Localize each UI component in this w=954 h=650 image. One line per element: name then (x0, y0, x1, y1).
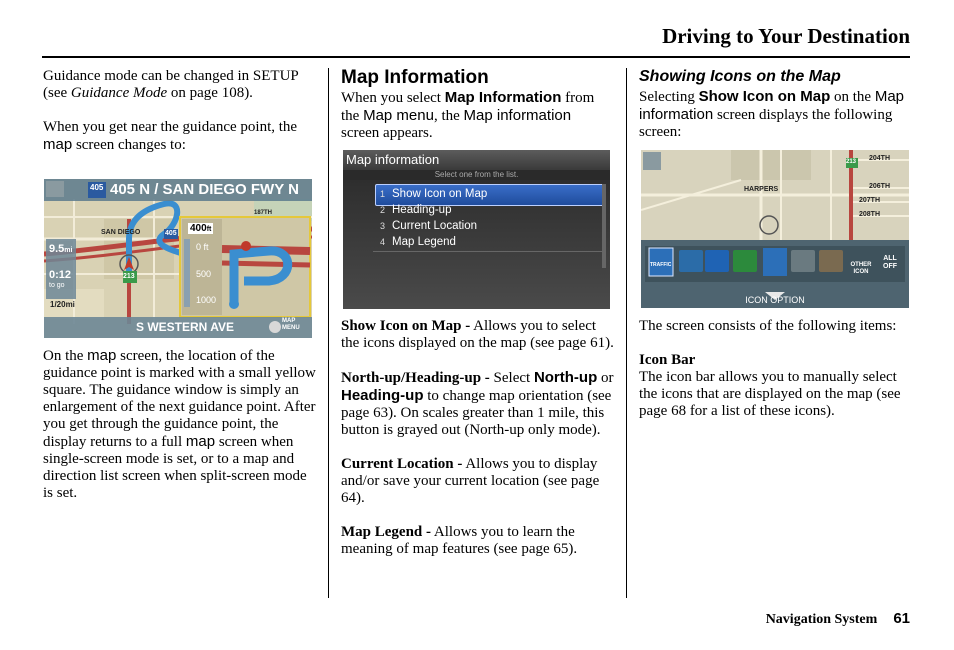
shield-405b: 405 (165, 230, 177, 237)
other-icon-button[interactable]: OTHER ICON (850, 262, 872, 275)
item-show-icon: Show Icon on Map - Allows you to select the icons displayed on the map (see page 61). (341, 318, 614, 351)
footer-label: Navigation System (765, 612, 878, 627)
street-206th: 206TH (869, 183, 891, 190)
menu-item-show-icon[interactable]: 1 Show Icon on Map (380, 188, 488, 200)
all-off-button[interactable]: ALL OFF (883, 255, 897, 270)
column-divider-2 (626, 68, 627, 598)
header-rule (42, 56, 910, 58)
guidance-map-screenshot (44, 179, 312, 338)
item-north-up: North-up/Heading-up - Select North-up or Heading-up to change map orientation (see page 63). On scales greater than 1 mile, this button is grayed out (North-up only mode). (341, 369, 614, 438)
distance-label: 9.5mi (49, 243, 73, 255)
icon-option-label: ICON OPTION (745, 295, 805, 305)
time-label: 0:12 (49, 269, 72, 281)
page-title: Driving to Your Destination (662, 24, 910, 48)
scale-label: 1/20mi (50, 300, 75, 309)
paragraph-showing-icons-intro: Selecting Show Icon on Map on the Map information screen displays the following screen: (639, 88, 905, 140)
paragraph-guidance-mode: Guidance mode can be changed in SETUP (see Guidance Mode on page 108). (43, 68, 299, 101)
to-go-label: to go (49, 282, 65, 289)
icon-toggle-6[interactable] (819, 250, 843, 272)
middle-column-lower (341, 318, 616, 575)
shield-213: 213 (123, 273, 135, 280)
left-column (43, 68, 318, 171)
right-column-lower (639, 318, 911, 437)
place-label: SAN DIEGO (101, 229, 141, 236)
menu-item-current-location[interactable]: 3 Current Location (380, 220, 478, 232)
icon-option-screenshot (641, 150, 909, 308)
paragraph-near-guidance: When you get near the guidance point, the map screen changes to: (43, 119, 298, 153)
map-graphic (44, 179, 312, 338)
street-207th: 207TH (859, 197, 881, 204)
menu-item-map-legend[interactable]: 4 Map Legend (380, 236, 456, 248)
street-top-label: 187TH (254, 210, 273, 216)
page-footer (766, 610, 910, 628)
paragraph-map-screen: On the map screen, the location of the guidance point is marked with a small yellow square. The guidance window is simply an enlargement of the next guidance point. After you get through the guidance point, the display returns to a full map screen when single-screen mode is set, or to a map and direction list screen when split-screen mode is set. (43, 347, 316, 501)
guide-scale-1000: 1000 (196, 295, 217, 305)
menu-scrollbar[interactable] (602, 184, 606, 268)
icon-bar-heading: Icon Bar (639, 352, 696, 368)
icon-toggle-1[interactable] (679, 250, 703, 272)
paragraph-icon-bar: The icon bar allows you to manually select the icons that are displayed on the map (see page 68 for a list of these icons). (639, 369, 901, 419)
page-number: 61 (893, 610, 910, 627)
menu-subtitle: Select one from the list. (434, 170, 519, 179)
column-divider-1 (328, 68, 329, 598)
map-information-screenshot (343, 150, 610, 309)
traffic-label: TRAFFIC (650, 262, 672, 268)
showing-icons-heading: Showing Icons on the Map (639, 68, 841, 85)
paragraph-map-information-intro: When you select Map Information from the Map menu, the Map information screen appears. (341, 89, 595, 141)
menu-title: Map information (346, 152, 440, 167)
shield-405: 405 (90, 183, 104, 192)
menu-item-heading-up[interactable]: 2 Heading-up (380, 204, 452, 216)
route-banner: 405 N / SAN DIEGO FWY N (110, 181, 299, 198)
street-204th: 204TH (869, 155, 891, 162)
icon-toggle-5[interactable] (791, 250, 815, 272)
map-information-heading: Map Information (341, 67, 489, 88)
guide-scale-500: 500 (196, 269, 212, 279)
place-harpers: HARPERS (744, 186, 779, 193)
icon-map-graphic (641, 150, 909, 308)
paragraph-screen-consists: The screen consists of the following items: (639, 318, 897, 334)
item-current-location: Current Location - Allows you to display and/or save your current location (see page 64). (341, 456, 600, 506)
map-menu-button[interactable]: MAP MENU (282, 318, 300, 331)
guide-distance: 400ft (190, 223, 212, 234)
street-208th: 208TH (859, 211, 881, 218)
item-map-legend: Map Legend - Allows you to learn the meaning of map features (see page 65). (341, 524, 578, 557)
street-label: S WESTERN AVE (136, 320, 235, 334)
icon-toggle-info[interactable] (733, 250, 757, 272)
guide-scale-0: 0 ft (196, 242, 209, 252)
right-column (639, 68, 911, 158)
left-column-lower (43, 347, 318, 519)
icon-toggle-parking[interactable] (705, 250, 729, 272)
shield-213-right: 213 (846, 159, 857, 165)
middle-column (341, 68, 613, 159)
